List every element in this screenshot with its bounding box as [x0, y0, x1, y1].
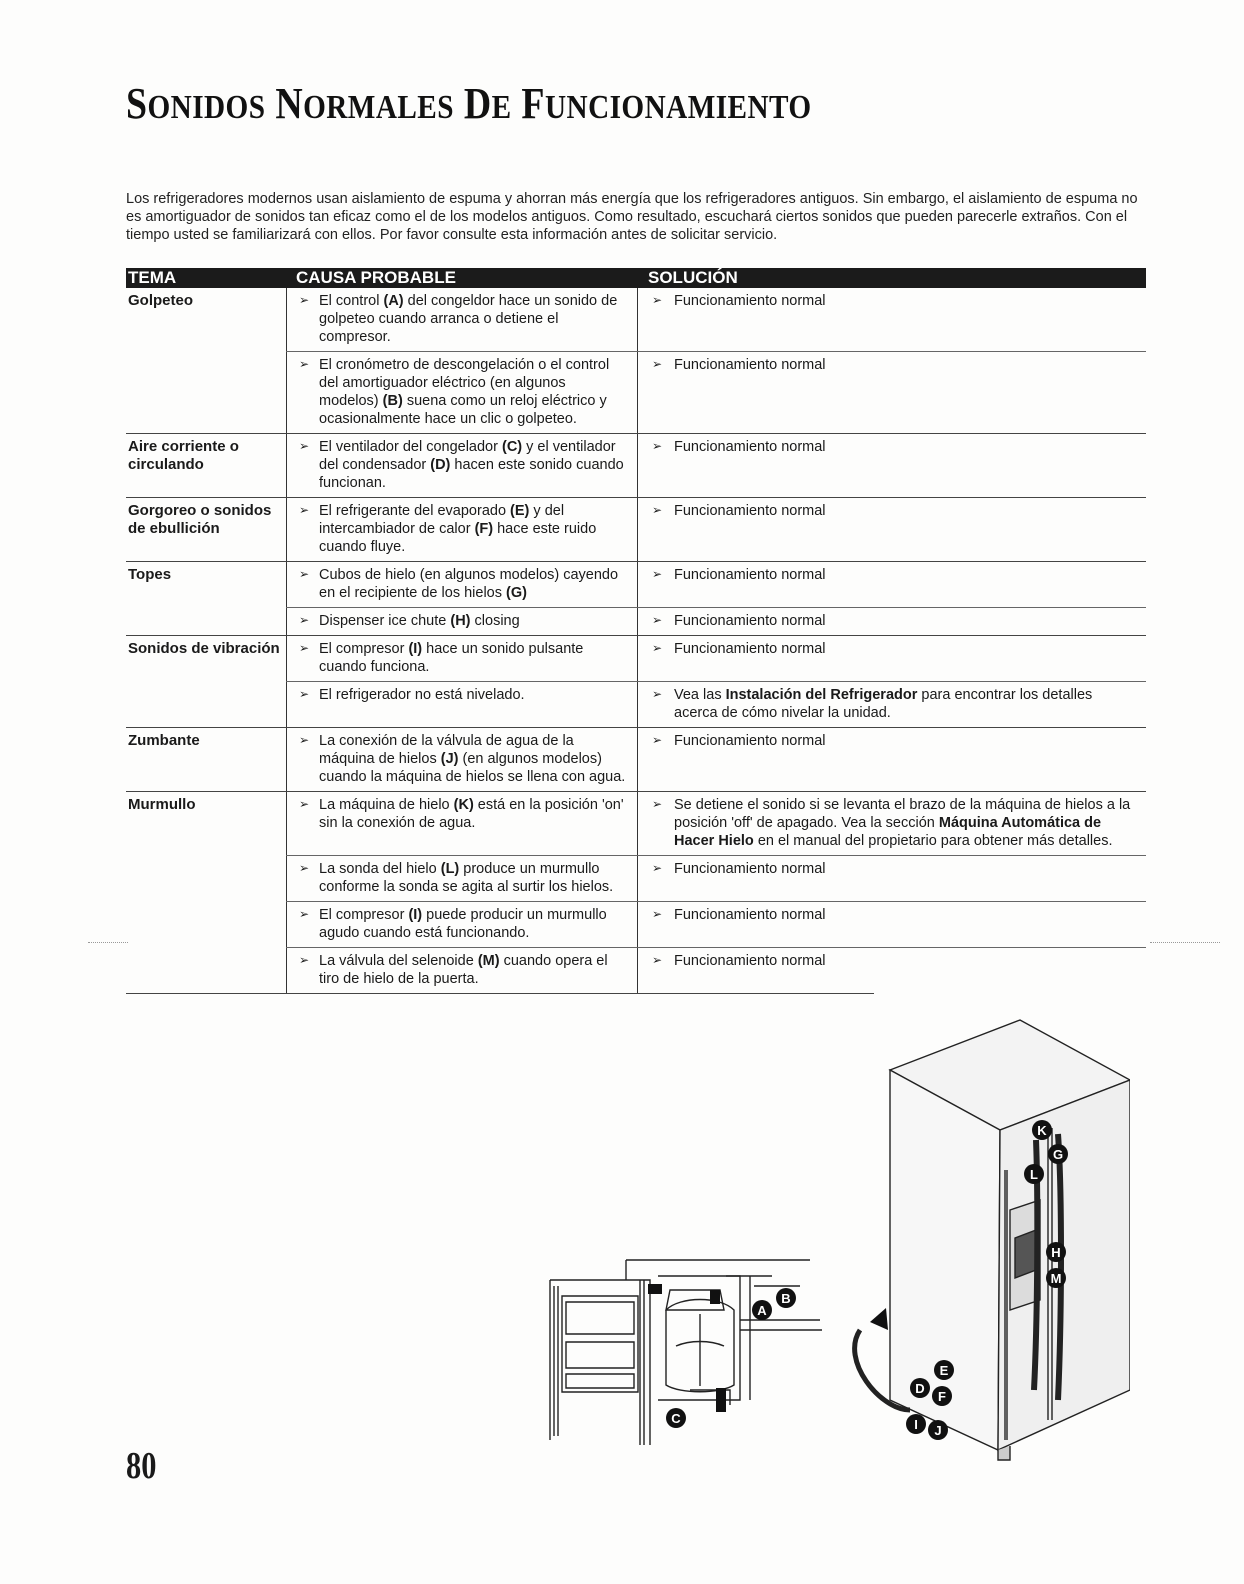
label-h-marker	[1046, 1242, 1066, 1262]
cause-cell: ➢ Cubos de hielo (en algunos modelos) cayendo en el recipiente de los hielos (G)	[286, 562, 638, 607]
group-golpeteo	[126, 288, 1146, 434]
label-d-marker	[910, 1378, 930, 1398]
page-title: SONIDOS NORMALES DE FUNCIONAMIENTO	[126, 79, 812, 128]
svg-text:J: J	[934, 1423, 942, 1438]
table-header	[126, 268, 1146, 288]
header-tema: TEMA	[128, 268, 177, 287]
table-row	[286, 947, 1146, 993]
label-l-marker	[1024, 1164, 1044, 1184]
cause-cell: ➢ La válvula del selenoide (M) cuando opera el tiro de hielo de la puerta.	[286, 948, 638, 993]
label-j-marker	[928, 1420, 948, 1440]
svg-text:F: F	[938, 1389, 946, 1404]
table-bottom-rule	[126, 993, 874, 994]
cause-cell: ➢ El cronómetro de descongelación o el control del amortiguador eléctrico (en algunos modelos) (B) suena como un reloj eléctrico y ocasionalmente hace un clic o golpeteo.	[286, 352, 638, 433]
solution-cell: ➢ Funcionamiento normal	[638, 434, 1146, 497]
tema-label: Zumbante	[128, 732, 200, 749]
refrigerator-illustration	[840, 1010, 1130, 1465]
solution-cell: ➢ Funcionamiento normal	[638, 636, 1146, 681]
page-number: 80	[126, 1445, 157, 1487]
svg-text:D: D	[915, 1381, 925, 1396]
solution-cell: ➢ Funcionamiento normal	[638, 608, 1146, 635]
cause-cell: ➢ El ventilador del congelador (C) y el ventilador del condensador (D) hacen este sonido cuando funcionan.	[286, 434, 638, 497]
group-topes	[126, 562, 1146, 636]
solution-cell: ➢ Funcionamiento normal	[638, 856, 1146, 901]
margin-dots-left	[88, 942, 128, 943]
cause-cell: ➢ El refrigerante del evaporado (E) y del intercambiador de calor (F) hace este ruido cuando fluye.	[286, 498, 638, 561]
group-gorgoreo	[126, 498, 1146, 562]
table-row	[286, 792, 1146, 855]
cause-cell: ➢ Dispenser ice chute (H) closing	[286, 608, 638, 635]
tema-label: Golpeteo	[128, 292, 194, 309]
header-causa: CAUSA PROBABLE	[296, 268, 456, 287]
table-row	[286, 607, 1146, 635]
label-b-marker	[776, 1288, 796, 1308]
svg-text:B: B	[781, 1291, 791, 1306]
svg-text:I: I	[914, 1417, 918, 1432]
group-murmullo	[126, 792, 1146, 993]
group-zumbante	[126, 728, 1146, 792]
margin-dots-right	[1150, 942, 1220, 943]
svg-text:L: L	[1030, 1167, 1038, 1182]
intro-paragraph: Los refrigeradores modernos usan aislamiento de espuma y ahorran más energía que los refrigeradores antiguos. Sin embargo, el aislamiento de espuma no es amortiguador de sonidos tan eficaz como el de los modelos antiguos. Como resultado, escuchará ciertos sonidos que pueden parecerle extraños. Con el tiempo usted se familiarizará con ellos. Por favor consulte esta información antes de solicitar servicio.	[126, 191, 1138, 243]
svg-text:C: C	[671, 1411, 681, 1426]
tema-label: Sonidos de vibración	[128, 640, 280, 657]
solution-cell: ➢ Se detiene el sonido si se levanta el brazo de la máquina de hielos a la posición 'off' de apagado. Vea la sección Máquina Automática de Hacer Hielo en el manual del propietario para obtener más detalles.	[638, 792, 1146, 855]
solution-cell: ➢ Funcionamiento normal	[638, 498, 1146, 561]
table-row	[286, 636, 1146, 681]
table-row	[286, 288, 1146, 351]
label-e-marker	[934, 1360, 954, 1380]
svg-text:A: A	[757, 1303, 767, 1318]
svg-text:K: K	[1037, 1123, 1047, 1138]
tema-label: Gorgoreo o sonidos de ebullición	[128, 502, 272, 537]
group-aire	[126, 434, 1146, 498]
troubleshooting-table	[126, 268, 1146, 994]
cause-cell: ➢ La conexión de la válvula de agua de la máquina de hielos (J) (en algunos modelos) cuando la máquina de hielos se llena con agua.	[286, 728, 638, 791]
svg-text:H: H	[1051, 1245, 1061, 1260]
cause-cell: ➢ El compresor (I) puede producir un murmullo agudo cuando está funcionando.	[286, 902, 638, 947]
label-f-marker	[932, 1386, 952, 1406]
svg-text:M: M	[1050, 1271, 1062, 1286]
solution-cell: ➢ Funcionamiento normal	[638, 288, 1146, 351]
solution-cell: ➢ Vea las Instalación del Refrigerador para encontrar los detalles acerca de cómo nivelar la unidad.	[638, 682, 1146, 727]
label-a-marker	[752, 1300, 772, 1320]
cause-cell: ➢ El control (A) del congeldor hace un sonido de golpeteo cuando arranca o detiene el compresor.	[286, 288, 638, 351]
group-vibracion	[126, 636, 1146, 728]
cause-cell: ➢ La máquina de hielo (K) está en la posición 'on' sin la conexión de agua.	[286, 792, 638, 855]
solution-cell: ➢ Funcionamiento normal	[638, 728, 1146, 791]
label-g-marker	[1048, 1144, 1068, 1164]
label-k-marker	[1032, 1120, 1052, 1140]
table-row	[286, 434, 1146, 497]
rear-compartment-illustration	[540, 1250, 830, 1450]
solution-cell: ➢ Funcionamiento normal	[638, 948, 1146, 993]
solution-cell: ➢ Funcionamiento normal	[638, 562, 1146, 607]
svg-text:G: G	[1052, 1147, 1064, 1162]
label-c-marker	[666, 1408, 686, 1428]
tema-label: Aire corriente o circulando	[128, 438, 239, 473]
label-m-marker	[1046, 1268, 1066, 1288]
tema-label: Topes	[128, 566, 172, 583]
cause-cell: ➢ El compresor (I) hace un sonido pulsante cuando funciona.	[286, 636, 638, 681]
cause-cell: ➢ El refrigerador no está nivelado.	[286, 682, 638, 727]
table-row	[286, 728, 1146, 791]
svg-text:E: E	[939, 1363, 949, 1378]
solution-cell: ➢ Funcionamiento normal	[638, 902, 1146, 947]
solution-cell: ➢ Funcionamiento normal	[638, 352, 1146, 433]
label-i-marker	[906, 1414, 926, 1434]
table-row	[286, 901, 1146, 947]
table-row	[286, 681, 1146, 727]
header-solucion: SOLUCIÓN	[648, 268, 738, 287]
table-row	[286, 498, 1146, 561]
tema-label: Murmullo	[128, 796, 196, 813]
table-row	[286, 855, 1146, 901]
table-row	[286, 562, 1146, 607]
table-row	[286, 351, 1146, 433]
cause-cell: ➢ La sonda del hielo (L) produce un murmullo conforme la sonda se agita al surtir los hielos.	[286, 856, 638, 901]
